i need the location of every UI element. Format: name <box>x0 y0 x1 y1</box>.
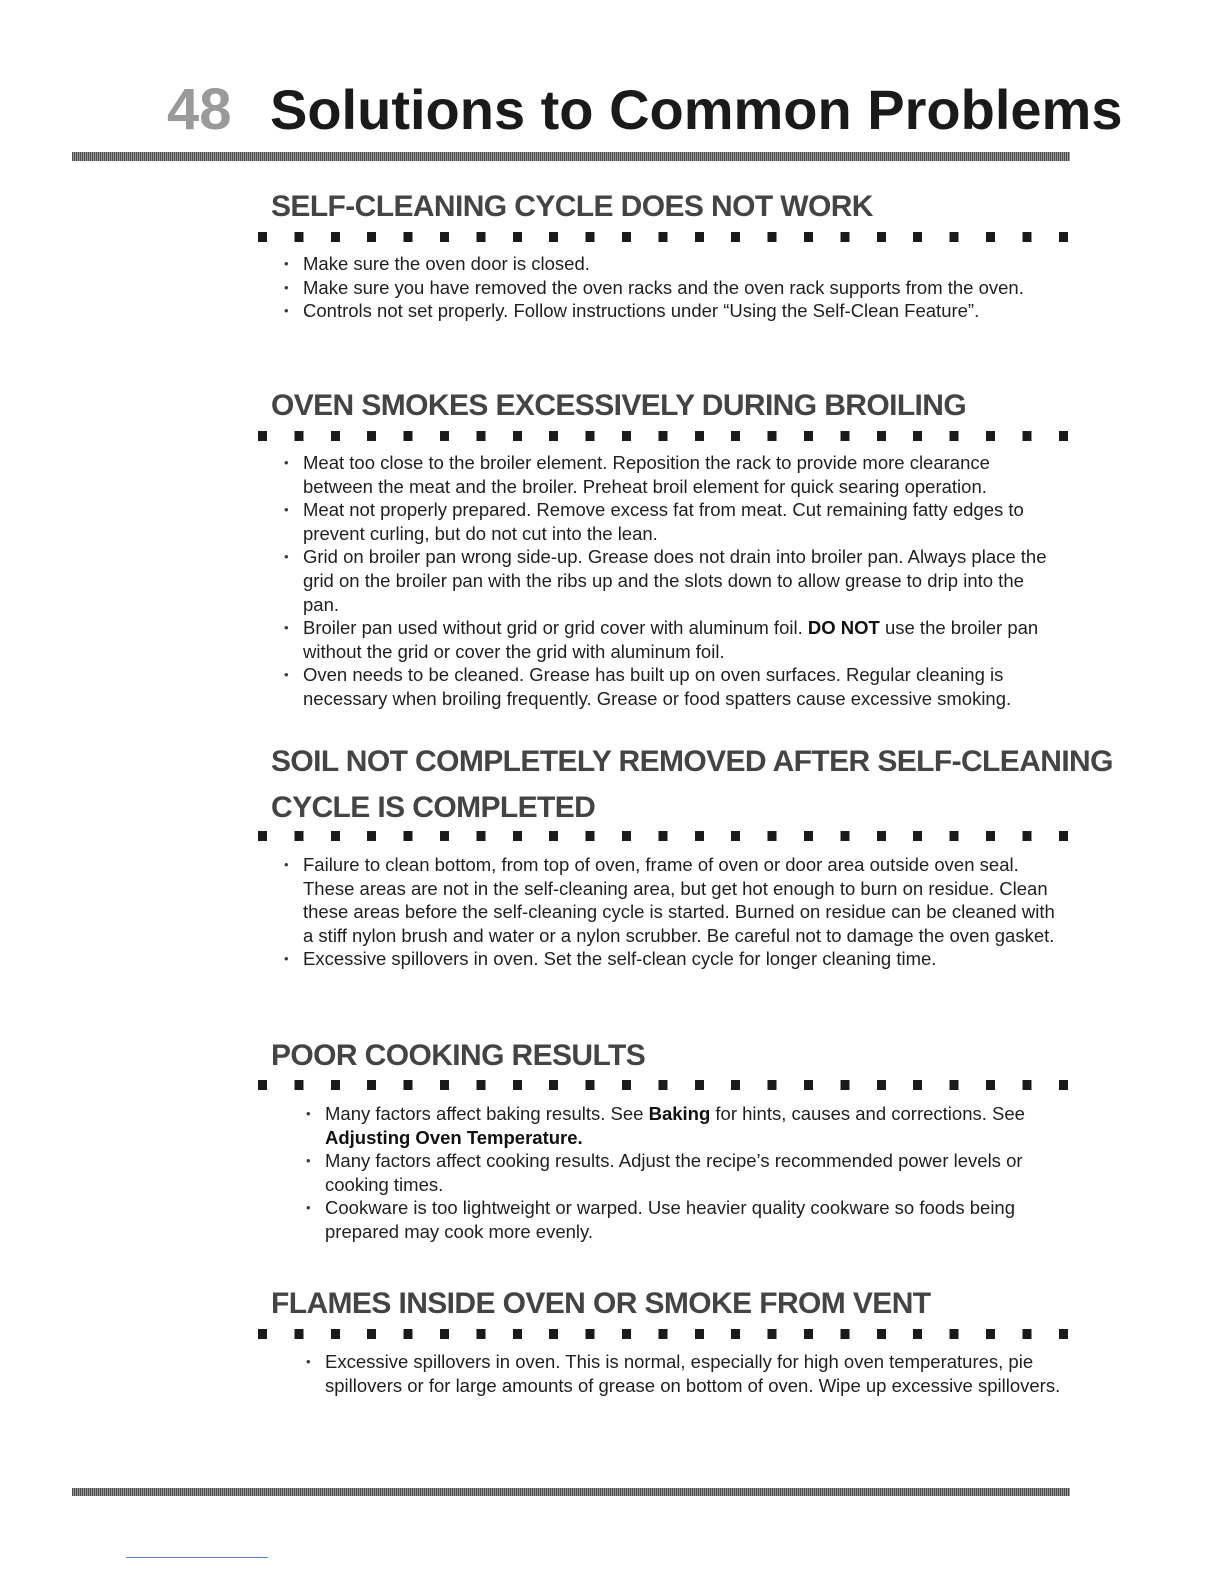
header-divider <box>72 152 1070 161</box>
section-heading: POOR COOKING RESULTS <box>271 1039 646 1072</box>
dotted-divider <box>258 1080 1072 1090</box>
list-item: • Grid on broiler pan wrong side-up. Grease does not drain into broiler pan. Always place the grid on the broiler pan with the ribs up and the slots down to allow grease to drip into the pan. <box>303 545 1063 616</box>
list-item: • Many factors affect cooking results. Adjust the recipe’s recommended power levels or cooking times. <box>325 1149 1075 1196</box>
footer-underline <box>126 1557 268 1558</box>
dotted-divider <box>258 1329 1072 1339</box>
dotted-divider <box>258 431 1072 441</box>
list-item-text: for hints, causes and corrections. See <box>710 1103 1025 1124</box>
section-heading: SELF-CLEANING CYCLE DOES NOT WORK <box>271 190 873 223</box>
dotted-divider <box>258 831 1072 841</box>
bullet-list <box>325 1102 1075 1244</box>
list-item: • Meat too close to the broiler element. Reposition the rack to provide more clearance between the meat and the broiler. Preheat broil element for quick searing operation. <box>303 451 1063 498</box>
emphasis-text: Baking <box>648 1103 711 1124</box>
section-heading-continued: CYCLE IS COMPLETED <box>271 791 596 824</box>
list-item-text: Many factors affect baking results. See <box>325 1103 649 1124</box>
list-item: • Meat not properly prepared. Remove excess fat from meat. Cut remaining fatty edges to prevent curling, but do not cut into the lean. <box>303 498 1063 545</box>
list-item: • Excessive spillovers in oven. Set the self-clean cycle for longer cleaning time. <box>303 947 1063 971</box>
section-heading: OVEN SMOKES EXCESSIVELY DURING BROILING <box>271 389 967 422</box>
footer-divider <box>72 1488 1070 1496</box>
emphasis-text: Adjusting Oven Temperature. <box>325 1126 583 1148</box>
list-item: • Make sure you have removed the oven racks and the oven rack supports from the oven. <box>303 276 1063 300</box>
dotted-divider <box>258 232 1072 242</box>
list-item: • Excessive spillovers in oven. This is normal, especially for high oven temperatures, pie spillovers or for large amounts of grease on bottom of oven. Wipe up excessive spillovers. <box>325 1350 1075 1397</box>
list-item: • Controls not set properly. Follow instructions under “Using the Self-Clean Feature”. <box>303 299 1063 323</box>
list-item: • Cookware is too lightweight or warped. Use heavier quality cookware so foods being prepared may cook more evenly. <box>325 1196 1075 1243</box>
bullet-list <box>303 853 1063 971</box>
bullet-list <box>303 252 1063 323</box>
list-item <box>325 1102 1075 1149</box>
bullet-list <box>303 451 1063 711</box>
list-item-text: Broiler pan used without grid or grid cover with aluminum foil. <box>303 617 808 639</box>
bullet-list <box>325 1350 1075 1397</box>
page-number: 48 <box>167 77 232 142</box>
section-heading: FLAMES INSIDE OVEN OR SMOKE FROM VENT <box>271 1287 931 1320</box>
list-item: • Failure to clean bottom, from top of oven, frame of oven or door area outside oven seal. These areas are not in the self-cleaning area, but get hot enough to burn on residue. Clean these areas before the self-cleaning cycle is started. Burned on residue can be cleaned with a stiff nylon brush and water or a nylon scrubber. Be careful not to damage the oven gasket. <box>303 853 1063 947</box>
page-title: Solutions to Common Problems <box>270 78 1123 141</box>
list-item-text: use the broiler pan without the grid or cover the grid with aluminum foil. <box>303 617 1039 662</box>
section-heading: SOIL NOT COMPLETELY REMOVED AFTER SELF-CLEANING <box>271 745 1113 778</box>
list-item <box>303 616 1063 663</box>
list-item: • Make sure the oven door is closed. <box>303 252 1063 276</box>
list-item: • Oven needs to be cleaned. Grease has built up on oven surfaces. Regular cleaning is necessary when broiling frequently. Grease or food spatters cause excessive smoking. <box>303 663 1063 710</box>
emphasis-text: DO NOT <box>807 617 880 639</box>
